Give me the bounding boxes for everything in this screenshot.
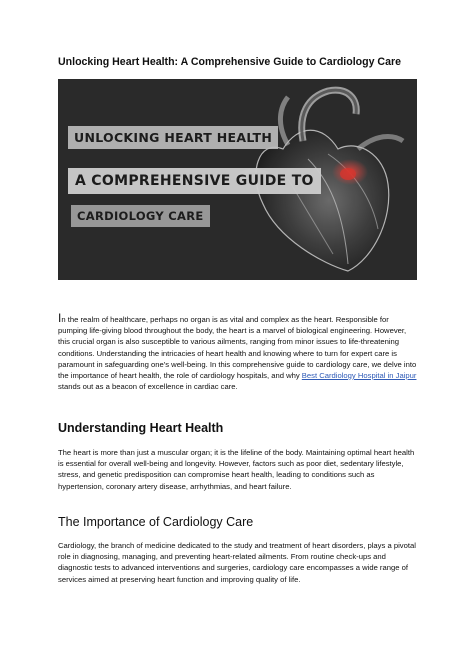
banner-line-3: CARDIOLOGY CARE (71, 205, 210, 227)
section-body-importance: Cardiology, the branch of medicine dedicated to the study and treatment of heart disorders, plays a pivotal role in diagnosing, managing, and preventing heart-related ailments. From routine check-ups and diagnostic tests to advanced interventions and surgeries, cardiology care encompasses a wide range of services aimed at preserving heart function and improving quality of life. (58, 541, 416, 584)
intro-text-end: stands out as a beacon of excellence in cardiac care. (58, 382, 238, 392)
section-body-understanding: The heart is more than just a muscular organ; it is the lifeline of the body. Maintaining optimal heart health is essential for overall well-being and longevity. However, factors such as poor diet, sedentary lifestyle, stress, and genetic predisposition can compromise heart health, leading to conditions such as hypertension, coronary artery disease, arrhythmias, and heart failure. (58, 448, 415, 491)
document-title: Unlocking Heart Health: A Comprehensive Guide to Cardiology Care (58, 56, 401, 68)
best-cardiology-hospital-link[interactable]: Best Cardiology Hospital in Jaipur (301, 371, 417, 381)
banner-line-2: A COMPREHENSIVE GUIDE TO (68, 168, 321, 194)
intro-paragraph (58, 313, 418, 392)
section-heading-understanding: Understanding Heart Health (58, 421, 224, 435)
intro-text: n the realm of healthcare, perhaps no organ is as vital and complex as the heart. Responsible for pumping life-giving blood throughout the body, the heart is a marvel of biological engineering. However, this crucial organ is also susceptible to various ailments, ranging from minor issues to life-threatening conditions. Understanding the intricacies of heart health and knowing where to turn for expert care is paramount in safeguarding one's well-being. In this comprehensive guide to cardiology care, we delve into the importance of heart health, the role of cardiology hospitals, and why (58, 315, 417, 381)
banner-line-1: UNLOCKING HEART HEALTH (68, 126, 278, 149)
intro-dropcap: I (58, 311, 62, 325)
section-heading-importance: The Importance of Cardiology Care (58, 515, 254, 529)
banner-image (58, 79, 417, 280)
